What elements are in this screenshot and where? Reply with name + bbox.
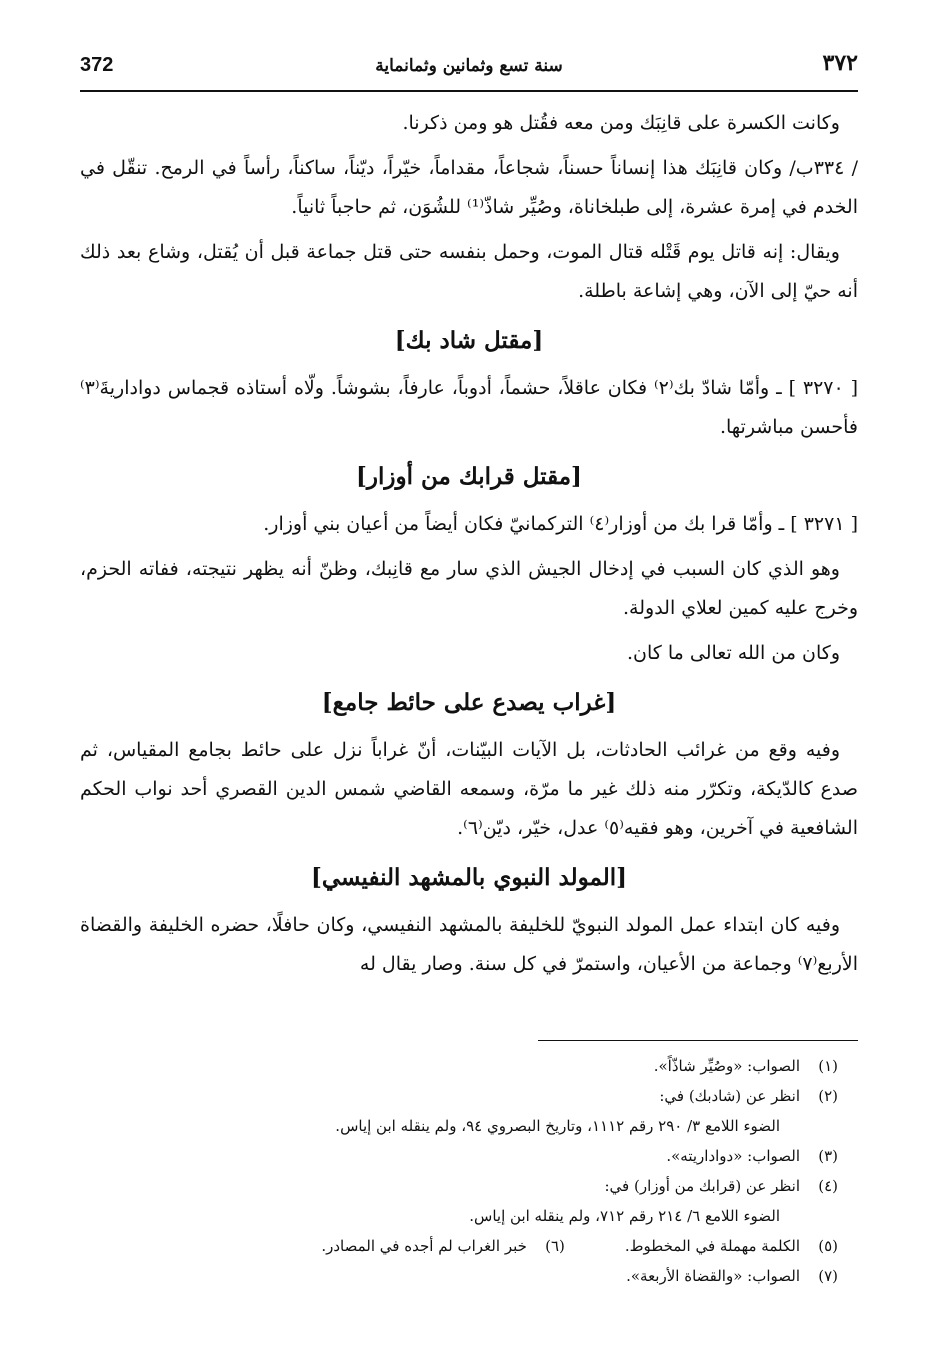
running-title: سنة تسع وثمانين وثمانماية (375, 56, 563, 76)
footnote (80, 1261, 858, 1291)
footnote-continuation (80, 1111, 858, 1141)
footnote-text: الصواب: «دواداريته». (666, 1147, 800, 1165)
paragraph: وفيه كان ابتداء عمل المولد النبويّ للخليفة بالمشهد النفيسي، وكان حافلًا، حضره الخليفة والقضاة الأربع⁽٧⁾ وجماعة من الأعيان، واستمرّ في كل سنة. وصار يقال له (80, 914, 858, 975)
paragraph: وهو الذي كان السبب في إدخال الجيش الذي سار مع قانِبك، وظنّ أنه يظهر نتيجته، ففاته الحزم، وخرج عليه كمين لعلاي الدولة. (80, 558, 858, 619)
footnote-text: الضوء اللامع ٣/ ٢٩٠ رقم ١١١٢، وتاريخ البصروي ٩٤، ولم ينقله ابن إياس. (335, 1117, 780, 1135)
paragraph: وكان من الله تعالى ما كان. (626, 642, 840, 664)
section-heading: [مقتل شاد بك] (394, 327, 544, 354)
footnote (321, 1231, 565, 1261)
footnote (80, 1081, 858, 1111)
section-heading: [مقتل قرابك من أوزار] (356, 463, 582, 490)
footnote (80, 1051, 858, 1081)
footnote-number: (١) (818, 1057, 838, 1075)
book-page (80, 40, 858, 1340)
page-header (80, 40, 858, 92)
footnote-number: (٤) (818, 1177, 838, 1195)
footnotes (80, 1040, 858, 1291)
main-text (80, 104, 858, 984)
footnote-number: (٢) (818, 1087, 838, 1105)
page-number-latin: 372 (80, 54, 114, 76)
page-number-arabic: ٣٧٢ (822, 50, 858, 76)
paragraph: ويقال: إنه قاتل يوم قَتْله قتال الموت، وحمل بنفسه حتى قتل جماعة قبل أن يُقتل، وشاع بعد ذلك أنه حيّ إلى الآن، وهي إشاعة باطلة. (80, 241, 858, 302)
footnote-row (80, 1231, 858, 1261)
paragraph: / ٣٣٤ب/ وكان قانِبَك هذا إنساناً حسناً، شجاعاً، مقداماً، خيّراً، ديّناً، ساكناً، رأساً في الرمح. تنقّل في الخدم في إمرة عشرة، إلى طبلخاناة، وصُيِّر شاذّ⁽¹⁾ للشُوَن، ثم حاجباً ثانياً. (80, 157, 858, 218)
footnote (80, 1141, 858, 1171)
footnote-text: انظر عن (قرابك من أوزار) في: (604, 1177, 800, 1195)
section-heading: [غراب يصدع على حائط جامع] (321, 689, 617, 716)
footnote-number: (٣) (818, 1147, 838, 1165)
paragraph: وفيه وقع من غرائب الحادثات، بل الآيات البيّنات، أنّ غراباً نزل على حائط بجامع المقياس، ثم صدع كالدّيكة، وتكرّر منه ذلك غير ما مرّة، وسمعه القاضي شمس الدين القصري أحد نواب الحكم الشافعية في آخرين، وهو فقيه⁽٥⁾ عدل، خيّر، ديّن⁽٦⁾. (80, 739, 858, 839)
footnote-divider (538, 1040, 858, 1041)
footnote (625, 1231, 838, 1261)
paragraph: وكانت الكسرة على قانِبَك ومن معه فقُتل هو ومن ذكرنا. (402, 112, 840, 134)
footnote-text: الصواب: «والقضاة الأربعة». (626, 1267, 800, 1285)
footnote-text: خبر الغراب لم أجده في المصادر. (321, 1237, 527, 1255)
paragraph: [ ٣٢٧٠ ] ـ وأمّا شادّ بك⁽٢⁾ فكان عاقلاً، حشماً، أدوباً، عارفاً، بشوشاً. ولّاه أستاذه قجماس دواداريةَ⁽٣⁾ فأحسن مباشرتها. (80, 377, 859, 438)
footnote-text: انظر عن (شادبك) في: (659, 1087, 800, 1105)
footnote-text: الصواب: «وصُيِّر شاذّاً». (653, 1057, 800, 1075)
footnote-number: (٧) (818, 1267, 838, 1285)
footnote (80, 1171, 858, 1201)
footnote-text: الكلمة مهملة في المخطوط. (624, 1237, 800, 1255)
section-heading: [المولد النبوي بالمشهد النفيسي] (310, 864, 628, 891)
footnote-text: الضوء اللامع ٦/ ٢١٤ رقم ٧١٢، ولم ينقله ابن إياس. (469, 1207, 780, 1225)
paragraph: [ ٣٢٧١ ] ـ وأمّا قرا بك من أوزار⁽٤⁾ التركمانيّ فكان أيضاً من أعيان بني أوزار. (263, 513, 858, 535)
footnote-number: (٥) (818, 1237, 838, 1255)
footnote-number: (٦) (545, 1237, 565, 1255)
footnote-continuation (80, 1201, 858, 1231)
